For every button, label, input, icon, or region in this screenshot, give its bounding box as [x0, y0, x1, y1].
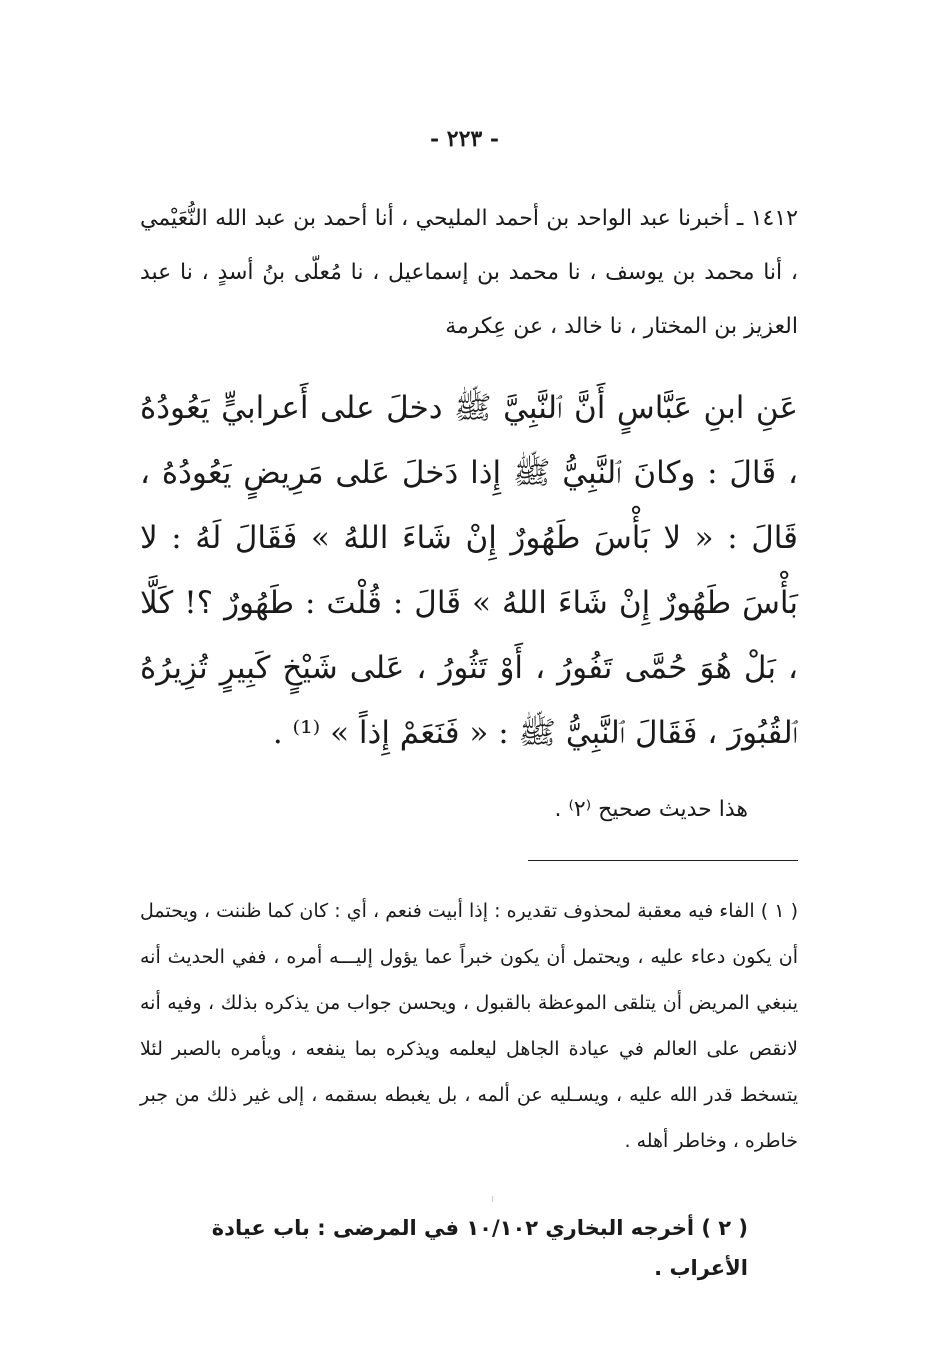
footnote-divider: [528, 860, 798, 861]
hadith-grading: هذا حديث صحيح ⁽٢⁾ .: [554, 797, 748, 822]
hadith-matn: عَنِ ابنِ عَبَّاسٍ أَنَّ ٱلنَّبِيَّ ﷺ دخلَ على أَعرابيٍّ يَعُودُهُ ، قَالَ : وكانَ ٱلنَّبِيُّ ﷺ إِذا دَخلَ عَلى مَرِيضٍ يَعُودُهُ ، قَالَ : « لا بَأْسَ طَهُورٌ إِنْ شَاءَ اللهُ » فَقَالَ لَهُ : لا بَأْسَ طَهُورٌ إِنْ شَاءَ اللهُ » قَالَ : قُلْتَ : طَهُورٌ ؟! كَلَّا ، بَلْ هُوَ حُمَّى تَفُورُ ، أَوْ تَثُورُ ، عَلى شَيْخٍ كَبِيرٍ تُزِيرُهُ ٱلقُبُورَ ، فَقَالَ ٱلنَّبِيُّ ﷺ : « فَنَعَمْ إِذاً » ⁽¹⁾ .: [140, 390, 798, 751]
hadith-isnad: ١٤١٢ ـ أخبرنا عبد الواحد بن أحمد المليحي ، أنا أحمد بن عبد الله النُّعَيْمي ، أنا محمد بن يوسف ، نا محمد بن إسماعيل ، نا مُعلّى بنُ أسدٍ ، نا عبد العزيز بن المختار ، نا خالد ، عن عِكرمة: [140, 206, 798, 339]
footnote-1: ( ١ ) الفاء فيه معقبة لمحذوف تقديره : إذا أبيت فنعم ، أي : كان كما ظننت ، ويحتمل أن يكون دعاء عليه ، ويحتمل أن يكون خبراً عما يؤول إليـــه أمره ، ففي الحديث أنه ينبغي المريض أن يتلقى الموعظة بالقبول ، ويحسن جواب من يذكره بذلك ، وفيه أنه لانقص على العالم في عيادة الجاهل ليعلمه ويذكره بما ينفعه ، ويأمره بالصبر لئلا يتسخط قدر الله عليه ، ويسـليه عن ألمه ، بل يغبطه بسقمه ، إلى غير ذلك من جبر خاطره ، وخاطر أهله .: [140, 900, 798, 1152]
footnote-2: ( ٢ ) أخرجه البخاري ١٠/١٠٢ في المرضى : باب عيادة الأعراب .: [211, 1216, 748, 1280]
scan-mark: [492, 1196, 493, 1202]
page-number: - ٢٢٣ -: [429, 126, 500, 152]
